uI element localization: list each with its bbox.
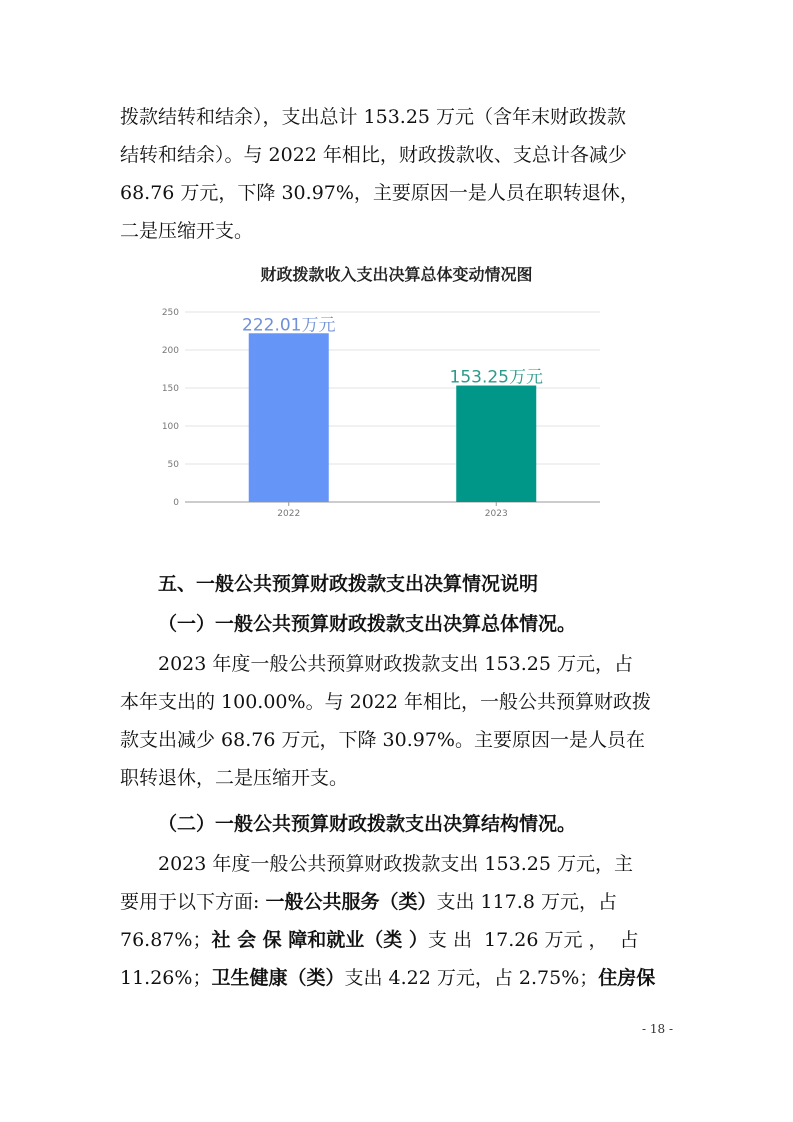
x-tick-label: 2022 xyxy=(277,509,301,519)
bold-category: 卫生健康（类） xyxy=(211,967,345,989)
paragraph-line xyxy=(120,921,680,959)
y-tick-label: 0 xyxy=(173,498,179,508)
sub1-paragraph xyxy=(120,645,680,797)
paragraph-line: 2023 年度一般公共预算财政拨款支出 153.25 万元，占 xyxy=(158,653,633,675)
text-run: 11.26%； xyxy=(120,967,212,989)
paragraph-line: 68.76 万元，下降 30.97%，主要原因一是人员在职转退休， xyxy=(120,182,639,204)
x-tick-label: 2023 xyxy=(484,509,508,519)
y-tick-label: 200 xyxy=(161,346,179,356)
bar-chart xyxy=(140,300,610,522)
paragraph-line: 本年支出的 100.00%。与 2022 年相比，一般公共预算财政拨 xyxy=(120,691,652,713)
text-run: 支出 117.8 万元，占 xyxy=(436,891,617,913)
paragraph-line: 结转和结余）。与 2022 年相比，财政拨款收、支总计各减少 xyxy=(120,144,627,166)
y-tick-label: 150 xyxy=(161,384,179,394)
paragraph-line: 拨款结转和结余），支出总计 153.25 万元（含年末财政拨款 xyxy=(120,106,627,128)
paragraph-line: 职转退休，二是压缩开支。 xyxy=(120,767,349,789)
paragraph-line xyxy=(120,883,680,921)
paragraph-line: 款支出减少 68.76 万元，下降 30.97%。主要原因一是人员在 xyxy=(120,729,645,751)
sub2-heading: （二）一般公共预算财政拨款支出决算结构情况。 xyxy=(158,813,577,835)
sub2-paragraph xyxy=(120,845,680,997)
section-5-heading: 五、一般公共预算财政拨款支出决算情况说明 xyxy=(158,573,539,595)
paragraph-line xyxy=(120,959,680,997)
data-label: 222.01万元 xyxy=(242,315,336,336)
bar xyxy=(456,386,536,502)
text-run: 76.87%； xyxy=(120,929,212,951)
chart-title: 财政拨款收入支出决算总体变动情况图 xyxy=(260,265,533,284)
bold-category: 社 会 保 障和就业（类 ） xyxy=(211,929,428,951)
y-tick-label: 100 xyxy=(161,422,179,432)
y-tick-label: 250 xyxy=(161,308,179,318)
bold-category: 住房保 xyxy=(598,967,656,989)
text-run: 支 出 17.26 万元 ， 占 xyxy=(427,929,639,951)
paragraph-line: 二是压缩开支。 xyxy=(120,220,254,242)
sub1-heading: （一）一般公共预算财政拨款支出决算总体情况。 xyxy=(158,613,577,635)
text-run: 支出 4.22 万元，占 2.75%； xyxy=(344,967,599,989)
paragraph-1 xyxy=(120,98,680,250)
bar xyxy=(249,333,329,502)
paragraph-line: 2023 年度一般公共预算财政拨款支出 153.25 万元，主 xyxy=(158,853,633,875)
page-number: - 18 - xyxy=(641,1022,673,1036)
text-run: 要用于以下方面: xyxy=(120,891,266,913)
bold-category: 一般公共服务（类） xyxy=(265,891,437,913)
y-tick-label: 50 xyxy=(167,460,179,470)
data-label: 153.25万元 xyxy=(449,367,543,388)
